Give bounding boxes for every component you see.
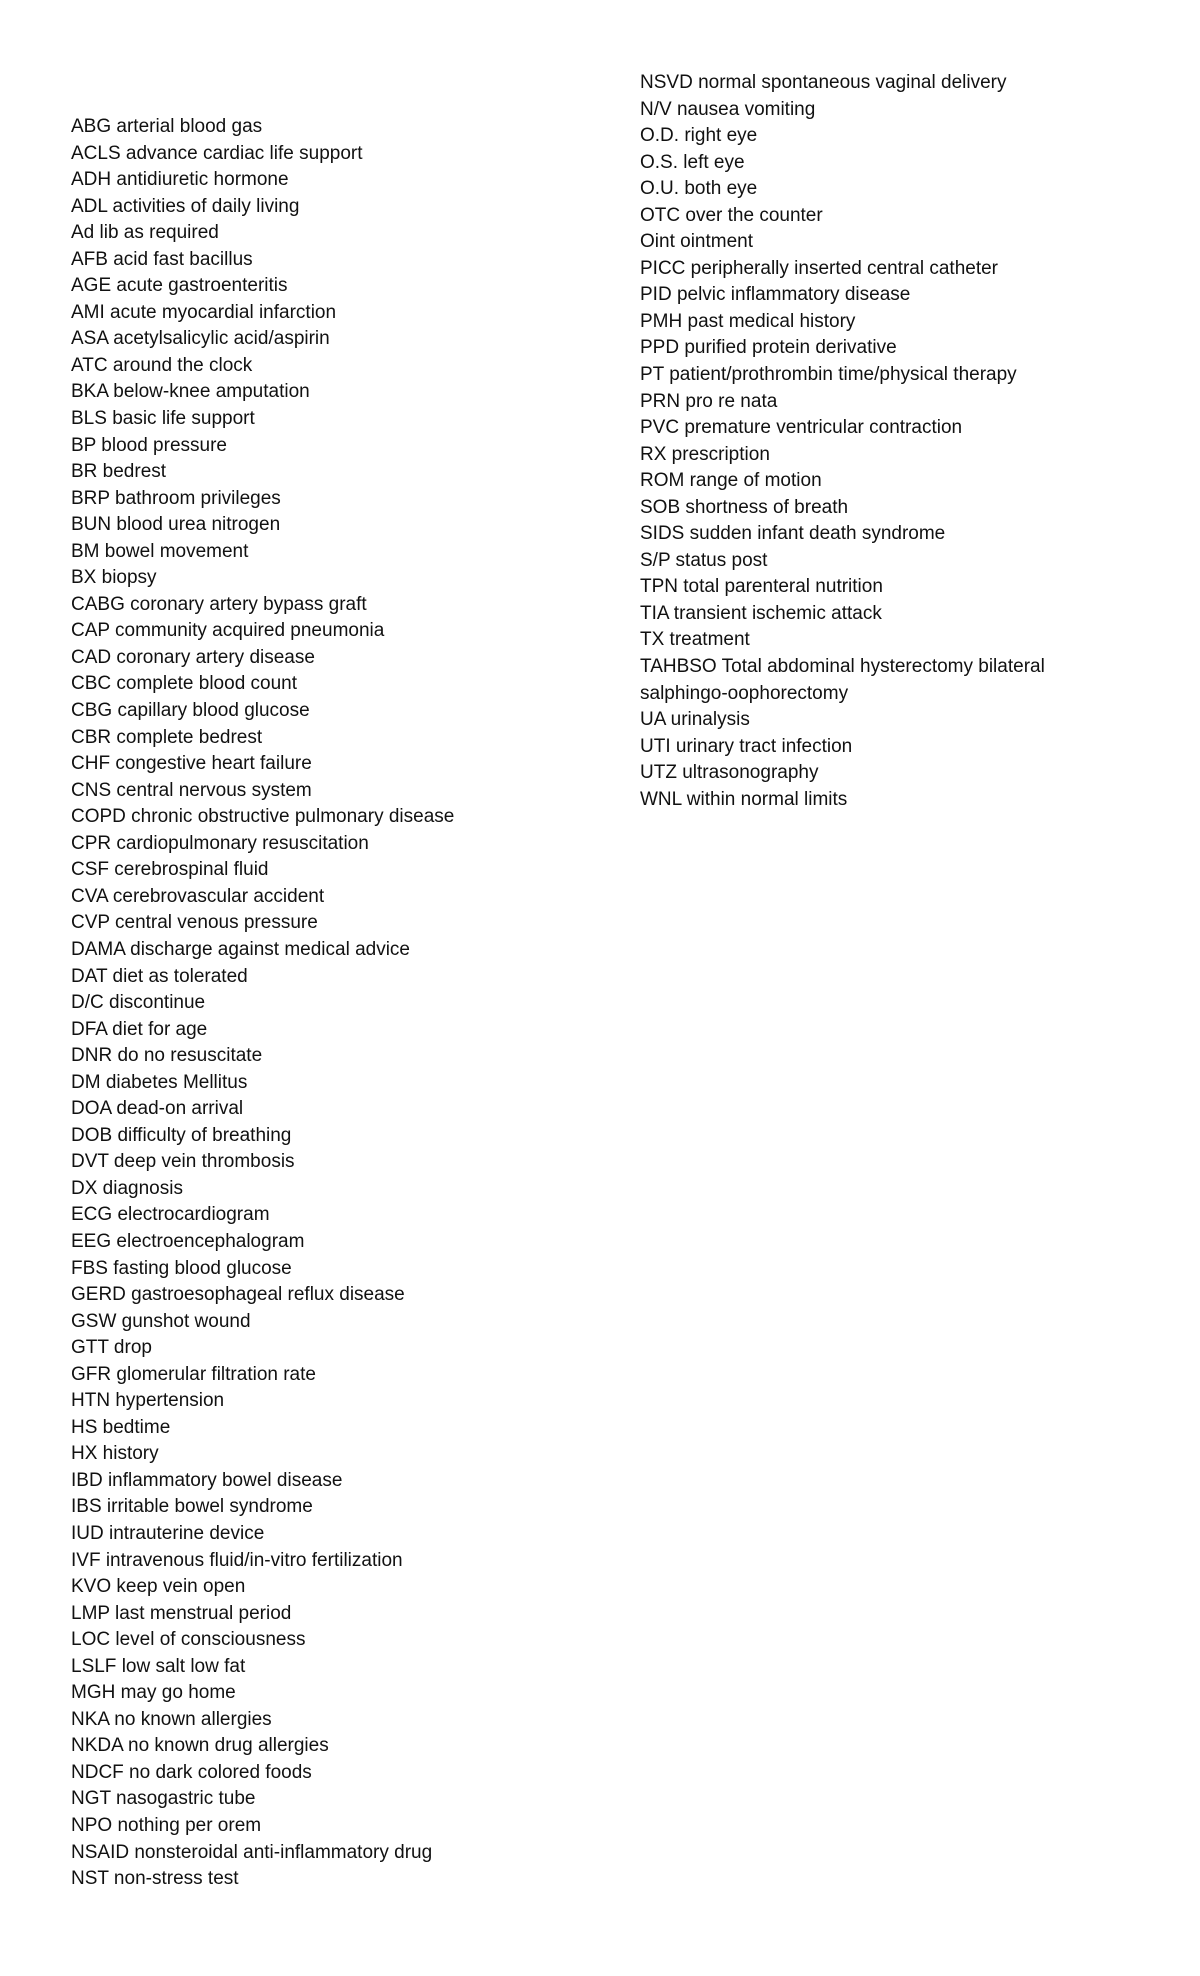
abbreviation-entry: PID pelvic inflammatory disease: [640, 284, 911, 306]
abbreviation-entry: PMH past medical history: [640, 310, 856, 332]
abbreviation-entry: PT patient/prothrombin time/physical therapy: [640, 364, 1017, 386]
abbreviation-entry: DOA dead-on arrival: [71, 1098, 244, 1120]
abbreviation-entry: O.S. left eye: [640, 151, 745, 173]
abbreviation-entry: ATC around the clock: [71, 354, 253, 376]
abbreviation-entry: CBG capillary blood glucose: [71, 700, 310, 722]
abbreviation-entry: HX history: [71, 1443, 159, 1465]
abbreviation-list-left: [71, 114, 591, 1893]
abbreviation-entry: CAD coronary artery disease: [71, 646, 315, 668]
abbreviation-entry: GTT drop: [71, 1337, 152, 1359]
abbreviation-entry: AMI acute myocardial infarction: [71, 301, 337, 323]
abbreviation-entry: SIDS sudden infant death syndrome: [640, 523, 946, 545]
abbreviation-entry: PRN pro re nata: [640, 390, 778, 412]
abbreviation-entry: S/P status post: [640, 549, 768, 571]
abbreviation-entry: CPR cardiopulmonary resuscitation: [71, 832, 369, 854]
abbreviation-entry: LSLF low salt low fat: [71, 1655, 246, 1677]
abbreviation-entry: O.D. right eye: [640, 125, 758, 147]
abbreviation-entry: AGE acute gastroenteritis: [71, 275, 288, 297]
abbreviation-entry: DAT diet as tolerated: [71, 965, 248, 987]
abbreviation-entry: CBC complete blood count: [71, 673, 298, 695]
abbreviation-entry: CBR complete bedrest: [71, 726, 263, 748]
abbreviation-entry: CABG coronary artery bypass graft: [71, 593, 367, 615]
abbreviation-entry: BKA below-knee amputation: [71, 381, 310, 403]
abbreviation-entry: WNL within normal limits: [640, 788, 848, 810]
abbreviation-entry: OTC over the counter: [640, 204, 823, 226]
abbreviation-entry: CNS central nervous system: [71, 779, 312, 801]
abbreviation-entry: ROM range of motion: [640, 470, 822, 492]
abbreviation-entry: Ad lib as required: [71, 222, 219, 244]
abbreviation-entry: ACLS advance cardiac life support: [71, 142, 363, 164]
abbreviation-entry: KVO keep vein open: [71, 1576, 246, 1598]
abbreviation-entry: CAP community acquired pneumonia: [71, 620, 385, 642]
abbreviation-entry: COPD chronic obstructive pulmonary disease: [71, 806, 455, 828]
abbreviation-entry: NST non-stress test: [71, 1868, 239, 1890]
abbreviation-entry: N/V nausea vomiting: [640, 98, 816, 120]
abbreviation-entry: IBD inflammatory bowel disease: [71, 1469, 343, 1491]
abbreviation-entry: CVA cerebrovascular accident: [71, 885, 325, 907]
abbreviation-entry: PPD purified protein derivative: [640, 337, 897, 359]
abbreviation-entry: BRP bathroom privileges: [71, 487, 281, 509]
abbreviation-entry: FBS fasting blood glucose: [71, 1257, 292, 1279]
abbreviation-entry: DOB difficulty of breathing: [71, 1124, 292, 1146]
abbreviation-entry: salphingo-oophorectomy: [640, 682, 849, 704]
abbreviation-entry: AFB acid fast bacillus: [71, 248, 253, 270]
abbreviation-entry: NSVD normal spontaneous vaginal delivery: [640, 72, 1007, 93]
abbreviation-entry: NPO nothing per orem: [71, 1815, 262, 1836]
abbreviation-entry: CSF cerebrospinal fluid: [71, 859, 269, 881]
abbreviation-entry: DAMA discharge against medical advice: [71, 938, 411, 960]
abbreviation-entry: BR bedrest: [71, 461, 167, 483]
abbreviation-entry: NDCF no dark colored foods: [71, 1761, 312, 1783]
abbreviation-entry: PVC premature ventricular contraction: [640, 417, 963, 439]
abbreviation-entry: IBS irritable bowel syndrome: [71, 1496, 313, 1518]
abbreviation-entry: CHF congestive heart failure: [71, 753, 312, 775]
abbreviation-entry: BLS basic life support: [71, 408, 255, 430]
abbreviation-entry: RX prescription: [640, 443, 770, 465]
abbreviation-list-right: [640, 70, 1160, 813]
abbreviation-entry: O.U. both eye: [640, 178, 758, 200]
abbreviation-entry: TAHBSO Total abdominal hysterectomy bilateral: [640, 656, 1045, 678]
abbreviation-entry: DFA diet for age: [71, 1018, 208, 1040]
abbreviation-entry: TIA transient ischemic attack: [640, 602, 882, 624]
abbreviation-entry: UTI urinary tract infection: [640, 735, 853, 757]
abbreviation-entry: NKA no known allergies: [71, 1708, 272, 1730]
abbreviation-entry: DX diagnosis: [71, 1177, 183, 1199]
abbreviation-entry: NKDA no known drug allergies: [71, 1735, 329, 1757]
abbreviation-entry: BM bowel movement: [71, 540, 249, 562]
abbreviation-entry: MGH may go home: [71, 1682, 236, 1704]
abbreviation-entry: CVP central venous pressure: [71, 912, 318, 934]
abbreviation-entry: ADH antidiuretic hormone: [71, 169, 289, 191]
abbreviation-entry: PICC peripherally inserted central catheter: [640, 257, 999, 279]
abbreviation-entry: Oint ointment: [640, 231, 753, 253]
abbreviation-entry: ABG arterial blood gas: [71, 116, 263, 137]
abbreviation-entry: NSAID nonsteroidal anti-inflammatory drug: [71, 1841, 433, 1863]
abbreviation-entry: GERD gastroesophageal reflux disease: [71, 1284, 405, 1306]
abbreviation-entry: TPN total parenteral nutrition: [640, 576, 883, 598]
abbreviation-entry: DM diabetes Mellitus: [71, 1071, 248, 1093]
abbreviation-entry: BP blood pressure: [71, 434, 227, 456]
abbreviation-entry: LOC level of consciousness: [71, 1629, 306, 1651]
abbreviation-entry: ADL activities of daily living: [71, 195, 300, 217]
abbreviation-entry: SOB shortness of breath: [640, 496, 849, 518]
abbreviation-entry: IUD intrauterine device: [71, 1522, 265, 1544]
abbreviation-entry: UTZ ultrasonography: [640, 762, 819, 784]
abbreviation-entry: HS bedtime: [71, 1416, 171, 1438]
abbreviation-entry: GFR glomerular filtration rate: [71, 1363, 316, 1385]
abbreviation-entry: EEG electroencephalogram: [71, 1230, 305, 1252]
abbreviation-entry: D/C discontinue: [71, 992, 206, 1014]
abbreviation-entry: BX biopsy: [71, 567, 157, 589]
abbreviation-entry: UA urinalysis: [640, 709, 750, 731]
abbreviation-entry: IVF intravenous fluid/in-vitro fertilization: [71, 1549, 403, 1571]
abbreviation-entry: DVT deep vein thrombosis: [71, 1151, 295, 1173]
abbreviation-entry: HTN hypertension: [71, 1390, 225, 1412]
abbreviation-entry: NGT nasogastric tube: [71, 1788, 256, 1810]
abbreviation-entry: BUN blood urea nitrogen: [71, 514, 281, 536]
abbreviation-entry: ASA acetylsalicylic acid/aspirin: [71, 328, 330, 350]
abbreviation-entry: TX treatment: [640, 629, 750, 651]
abbreviation-entry: DNR do no resuscitate: [71, 1045, 263, 1067]
abbreviation-entry: ECG electrocardiogram: [71, 1204, 270, 1226]
abbreviation-entry: GSW gunshot wound: [71, 1310, 251, 1332]
abbreviation-entry: LMP last menstrual period: [71, 1602, 292, 1624]
